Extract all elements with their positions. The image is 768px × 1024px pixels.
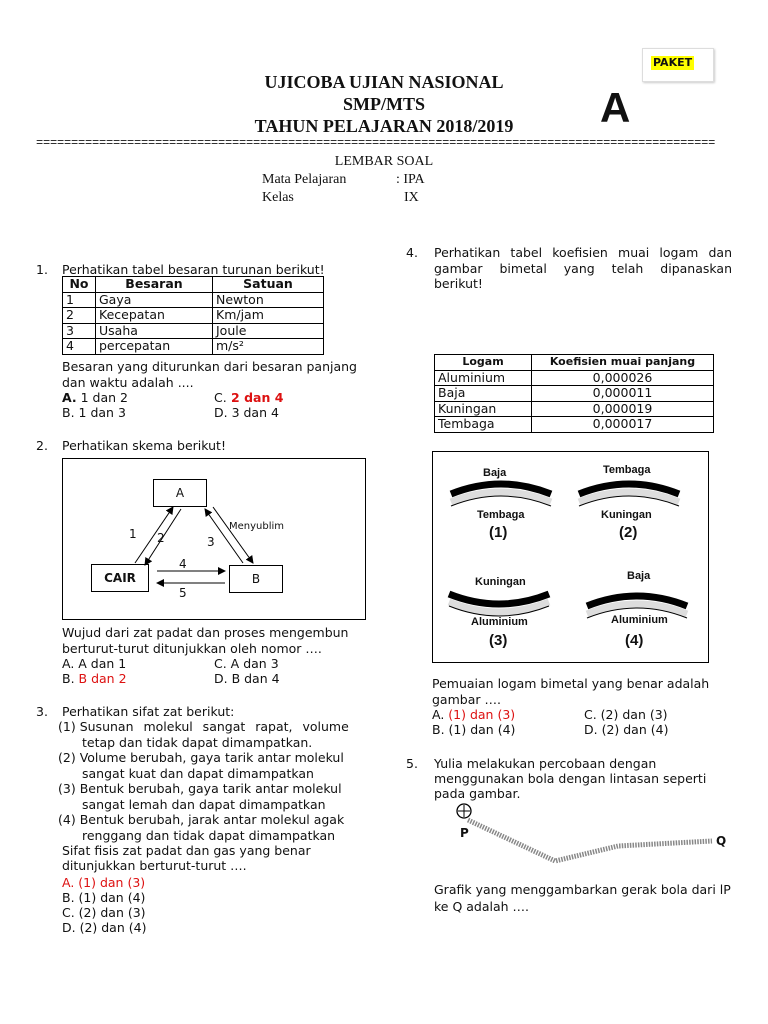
- lembar-soal: LEMBAR SOAL: [334, 154, 434, 169]
- box-cair: CAIR: [91, 564, 149, 592]
- fig3-top: Kuningan: [475, 576, 526, 588]
- separator: =================================================================================================: [36, 136, 716, 150]
- q3-item-2: [58, 750, 368, 781]
- q1-option-a[interactable]: [62, 390, 128, 406]
- arrow-menyublim: [213, 507, 253, 563]
- label-5: 5: [179, 586, 187, 600]
- fig4-bottom: Aluminium: [611, 614, 668, 626]
- fig3-num: (3): [489, 632, 508, 649]
- q1-cell: m/s²: [213, 339, 324, 355]
- table-row: [435, 370, 714, 386]
- q4-option-a-text: (1) dan (3): [444, 707, 516, 722]
- q1-cell: Gaya: [96, 292, 213, 308]
- q5-label-p: P: [460, 826, 469, 840]
- q4-option-a[interactable]: [432, 707, 515, 723]
- q3-item-line1: Bentuk berubah, jarak antar molekul agak: [79, 812, 345, 827]
- q2-option-b[interactable]: [62, 671, 127, 687]
- label-2: 2: [157, 531, 165, 545]
- q4-cell: 0,000011: [532, 386, 714, 402]
- q1-number: 1.: [36, 262, 48, 277]
- q3-option-c[interactable]: C. (2) dan (3): [62, 905, 146, 920]
- mapel-label: Mata Pelajaran: [262, 172, 347, 187]
- q2-number: 2.: [36, 438, 48, 453]
- q1-header-no: No: [63, 277, 96, 293]
- q1-header-besaran: Besaran: [96, 277, 213, 293]
- q5-line-3: pada gambar.: [434, 786, 521, 801]
- q4-cell: Kuningan: [435, 401, 532, 417]
- q3-stem-2: ditunjukkan berturut-turut ….: [62, 858, 247, 873]
- q3-item-1: [58, 719, 368, 750]
- q1-cell: Newton: [213, 292, 324, 308]
- q4-number: 4.: [406, 245, 418, 260]
- q1-option-a-text: 1 dan 2: [76, 390, 128, 405]
- q5-label-q: Q: [716, 834, 727, 848]
- q4-option-c[interactable]: C. (2) dan (3): [584, 707, 668, 722]
- q5-number: 5.: [406, 756, 418, 771]
- q1-header-satuan: Satuan: [213, 277, 324, 293]
- q4-header-koefisien: Koefisien muai panjang: [532, 355, 714, 371]
- q5-line-1: Yulia melakukan percobaan dengan: [434, 756, 657, 771]
- q4-cell: 0,000026: [532, 370, 714, 386]
- q3-option-b[interactable]: B. (1) dan (4): [62, 890, 146, 905]
- q5-stem-1: Grafik yang menggambarkan gerak bola dari lP: [434, 882, 731, 897]
- q4-cell: 0,000019: [532, 401, 714, 417]
- q1-option-c-letter: C.: [214, 390, 227, 405]
- q4-stem: Pemuaian logam bimetal yang benar adalah gambar ….: [432, 676, 710, 707]
- label-menyublim: Menyublim: [229, 521, 285, 532]
- table-row: [435, 417, 714, 433]
- q1-cell: 3: [63, 323, 96, 339]
- fig3-bottom: Aluminium: [471, 616, 528, 628]
- q3-item-3: [58, 781, 368, 812]
- title-line-1: UJICOBA UJIAN NASIONAL: [264, 72, 504, 92]
- q2-option-a[interactable]: A. A dan 1: [62, 656, 127, 671]
- fig4-top: Baja: [627, 570, 651, 582]
- label-3: 3: [207, 535, 215, 549]
- q1-option-b[interactable]: B. 1 dan 3: [62, 405, 126, 420]
- box-a: A: [153, 479, 207, 507]
- q1-cell: Usaha: [96, 323, 213, 339]
- q3-number: 3.: [36, 704, 48, 719]
- track-line: [468, 820, 712, 861]
- q3-item-num: (2): [58, 750, 76, 765]
- q1-cell: 1: [63, 292, 96, 308]
- q4-table: [434, 354, 714, 433]
- fig2-bottom: Kuningan: [601, 509, 652, 521]
- q3-option-d[interactable]: D. (2) dan (4): [62, 920, 147, 935]
- q3-item-4: [58, 812, 368, 843]
- q1-table-header: [63, 277, 324, 293]
- q1-cell: 2: [63, 308, 96, 324]
- q3-item-line2: sangat lemah dan dapat dimampatkan: [82, 796, 326, 812]
- q4-option-b[interactable]: B. (1) dan (4): [432, 722, 516, 737]
- bimetal-figure: [432, 451, 709, 663]
- q3-item-line1: Susunan molekul sangat rapat, volume: [79, 719, 349, 734]
- title-line-3: TAHUN PELAJARAN 2018/2019: [254, 116, 514, 136]
- q4-cell: 0,000017: [532, 417, 714, 433]
- q4-table-header: [435, 355, 714, 371]
- fig1-num: (1): [489, 524, 508, 541]
- q3-item-num: (1): [58, 719, 76, 734]
- kelas-label: Kelas: [262, 190, 294, 205]
- q4-cell: Tembaga: [435, 417, 532, 433]
- table-row: [63, 323, 324, 339]
- fig4-num: (4): [625, 632, 644, 649]
- mapel-value: : IPA: [396, 172, 425, 187]
- label-4: 4: [179, 557, 187, 571]
- q3-item-line1: Bentuk berubah, gaya tarik antar molekul: [79, 781, 342, 796]
- paket-letter: A: [600, 84, 631, 131]
- q4-header-logam: Logam: [435, 355, 532, 371]
- arrow-1: [135, 507, 173, 563]
- table-row: [435, 401, 714, 417]
- table-row: [435, 386, 714, 402]
- q1-option-a-letter: A.: [62, 390, 77, 405]
- q3-item-line1: Volume berubah, gaya tarik antar molekul: [79, 750, 344, 765]
- q5-line-2: menggunakan bola dengan lintasan seperti: [434, 771, 707, 786]
- q2-option-d[interactable]: D. B dan 4: [214, 671, 280, 686]
- q4-option-d[interactable]: D. (2) dan (4): [584, 722, 669, 737]
- strip-3-top: [449, 594, 549, 604]
- q3-stem-1: Sifat fisis zat padat dan gas yang benar: [62, 843, 311, 858]
- title-line-2: SMP/MTS: [342, 94, 425, 114]
- q4-option-a-letter: A.: [432, 707, 445, 722]
- q5-stem-2: ke Q adalah ….: [434, 899, 530, 914]
- q4-cell: Aluminium: [435, 370, 532, 386]
- label-1: 1: [129, 527, 137, 541]
- q2-option-b-text: B dan 2: [74, 671, 127, 686]
- q2-diagram: [62, 458, 366, 620]
- kelas-value: IX: [404, 190, 419, 205]
- q1-option-c-text: 2 dan 4: [226, 390, 284, 405]
- q1-cell: 4: [63, 339, 96, 355]
- q2-option-c[interactable]: C. A dan 3: [214, 656, 279, 671]
- q1-text: Perhatikan tabel besaran turunan berikut!: [62, 262, 325, 277]
- q4-text: Perhatikan tabel koefisien muai logam dan gambar bimetal yang telah dipanaskan berikut!: [434, 245, 732, 291]
- q1-cell: Km/jam: [213, 308, 324, 324]
- q3-option-a[interactable]: [62, 875, 145, 891]
- table-row: [63, 339, 324, 355]
- table-row: [63, 308, 324, 324]
- q1-stem: Besaran yang diturunkan dari besaran panjang dan waktu adalah ....: [62, 359, 357, 390]
- fig1-bottom: Tembaga: [477, 509, 525, 521]
- q1-cell: Kecepatan: [96, 308, 213, 324]
- q3-option-a-letter: A.: [62, 875, 75, 890]
- q3-item-num: (3): [58, 781, 76, 796]
- q1-cell: percepatan: [96, 339, 213, 355]
- box-b: B: [229, 565, 283, 593]
- q1-cell: Joule: [213, 323, 324, 339]
- paket-label: PAKET: [653, 56, 693, 69]
- table-row: [63, 292, 324, 308]
- q1-table: [62, 276, 324, 355]
- q2-text: Perhatikan skema berikut!: [62, 438, 226, 453]
- q3-item-line2: sangat kuat dan dapat dimampatkan: [82, 765, 314, 781]
- q5-track: [440, 800, 740, 870]
- q1-option-c[interactable]: [214, 390, 283, 406]
- q3-item-num: (4): [58, 812, 76, 827]
- q2-option-b-letter: B.: [62, 671, 75, 686]
- fig2-num: (2): [619, 524, 638, 541]
- fig1-top: Baja: [483, 467, 507, 479]
- q3-item-line2: tetap dan tidak dapat dimampatkan.: [82, 734, 313, 750]
- fig2-top: Tembaga: [603, 464, 651, 476]
- q3-text: Perhatikan sifat zat berikut:: [62, 704, 235, 719]
- q2-stem: Wujud dari zat padat dan proses mengembun berturut-turut ditunjukkan oleh nomor ….: [62, 625, 349, 656]
- q3-item-line2: renggang dan tidak dapat dimampatkan: [82, 827, 336, 843]
- bimetal-strips: [433, 452, 708, 662]
- q1-option-d[interactable]: D. 3 dan 4: [214, 405, 279, 420]
- q3-option-a-text: (1) dan (3): [74, 875, 146, 890]
- q4-cell: Baja: [435, 386, 532, 402]
